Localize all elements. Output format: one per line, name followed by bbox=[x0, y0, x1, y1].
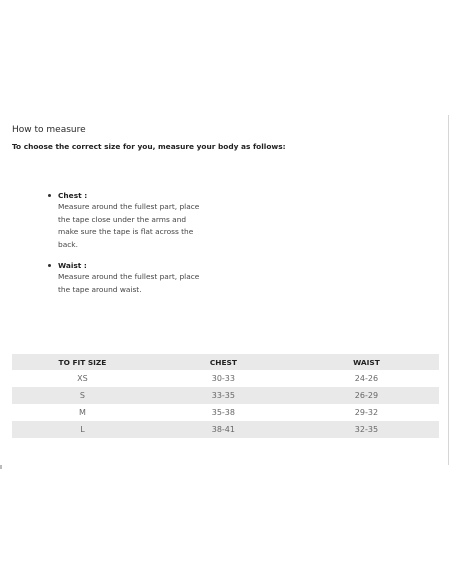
chest-cell: 30-33 bbox=[211, 374, 235, 383]
panel-divider bbox=[0, 465, 2, 469]
chest-cell: 35-38 bbox=[211, 408, 235, 417]
table-row bbox=[12, 370, 439, 387]
table-row bbox=[12, 404, 439, 421]
waist-cell: 32-35 bbox=[294, 421, 439, 438]
size-table bbox=[12, 354, 439, 438]
chest-desc-line: the tape close under the arms and bbox=[58, 214, 187, 224]
measurement-item-chest bbox=[48, 190, 218, 251]
chest-cell: 33-35 bbox=[153, 387, 294, 404]
size-cell: S bbox=[12, 387, 153, 404]
waist-cell: 29-32 bbox=[354, 408, 379, 417]
size-cell: L bbox=[12, 421, 153, 438]
header-to-fit-size: TO FIT SIZE bbox=[12, 354, 153, 370]
chest-desc-line: make sure the tape is flat across the bbox=[58, 227, 194, 236]
header-chest: CHEST bbox=[153, 354, 294, 370]
waist-label: Waist : bbox=[58, 261, 87, 270]
waist-desc-line: Measure around the fullest part, place bbox=[58, 272, 200, 281]
chest-label: Chest : bbox=[58, 191, 88, 200]
table-header-row bbox=[12, 354, 439, 370]
measurement-item-waist bbox=[48, 260, 218, 296]
how-to-measure-subtitle: To choose the correct size for you, measure your body as follows: bbox=[12, 142, 286, 151]
bullet-icon bbox=[48, 264, 51, 267]
chest-desc-line: back. bbox=[58, 239, 78, 249]
waist-cell: 26-29 bbox=[294, 387, 439, 404]
chest-cell: 38-41 bbox=[153, 421, 294, 438]
chest-desc-line: Measure around the fullest part, place bbox=[58, 202, 200, 211]
table-row bbox=[12, 421, 439, 438]
how-to-measure-title: How to measure bbox=[12, 125, 86, 135]
waist-desc-line: the tape around waist. bbox=[58, 284, 142, 294]
measurement-list bbox=[48, 190, 218, 305]
table-row bbox=[12, 387, 439, 404]
size-cell: M bbox=[79, 408, 86, 417]
size-cell: XS bbox=[77, 374, 88, 383]
waist-cell: 24-26 bbox=[354, 374, 379, 383]
header-waist: WAIST bbox=[294, 354, 439, 370]
bullet-icon bbox=[48, 194, 51, 197]
